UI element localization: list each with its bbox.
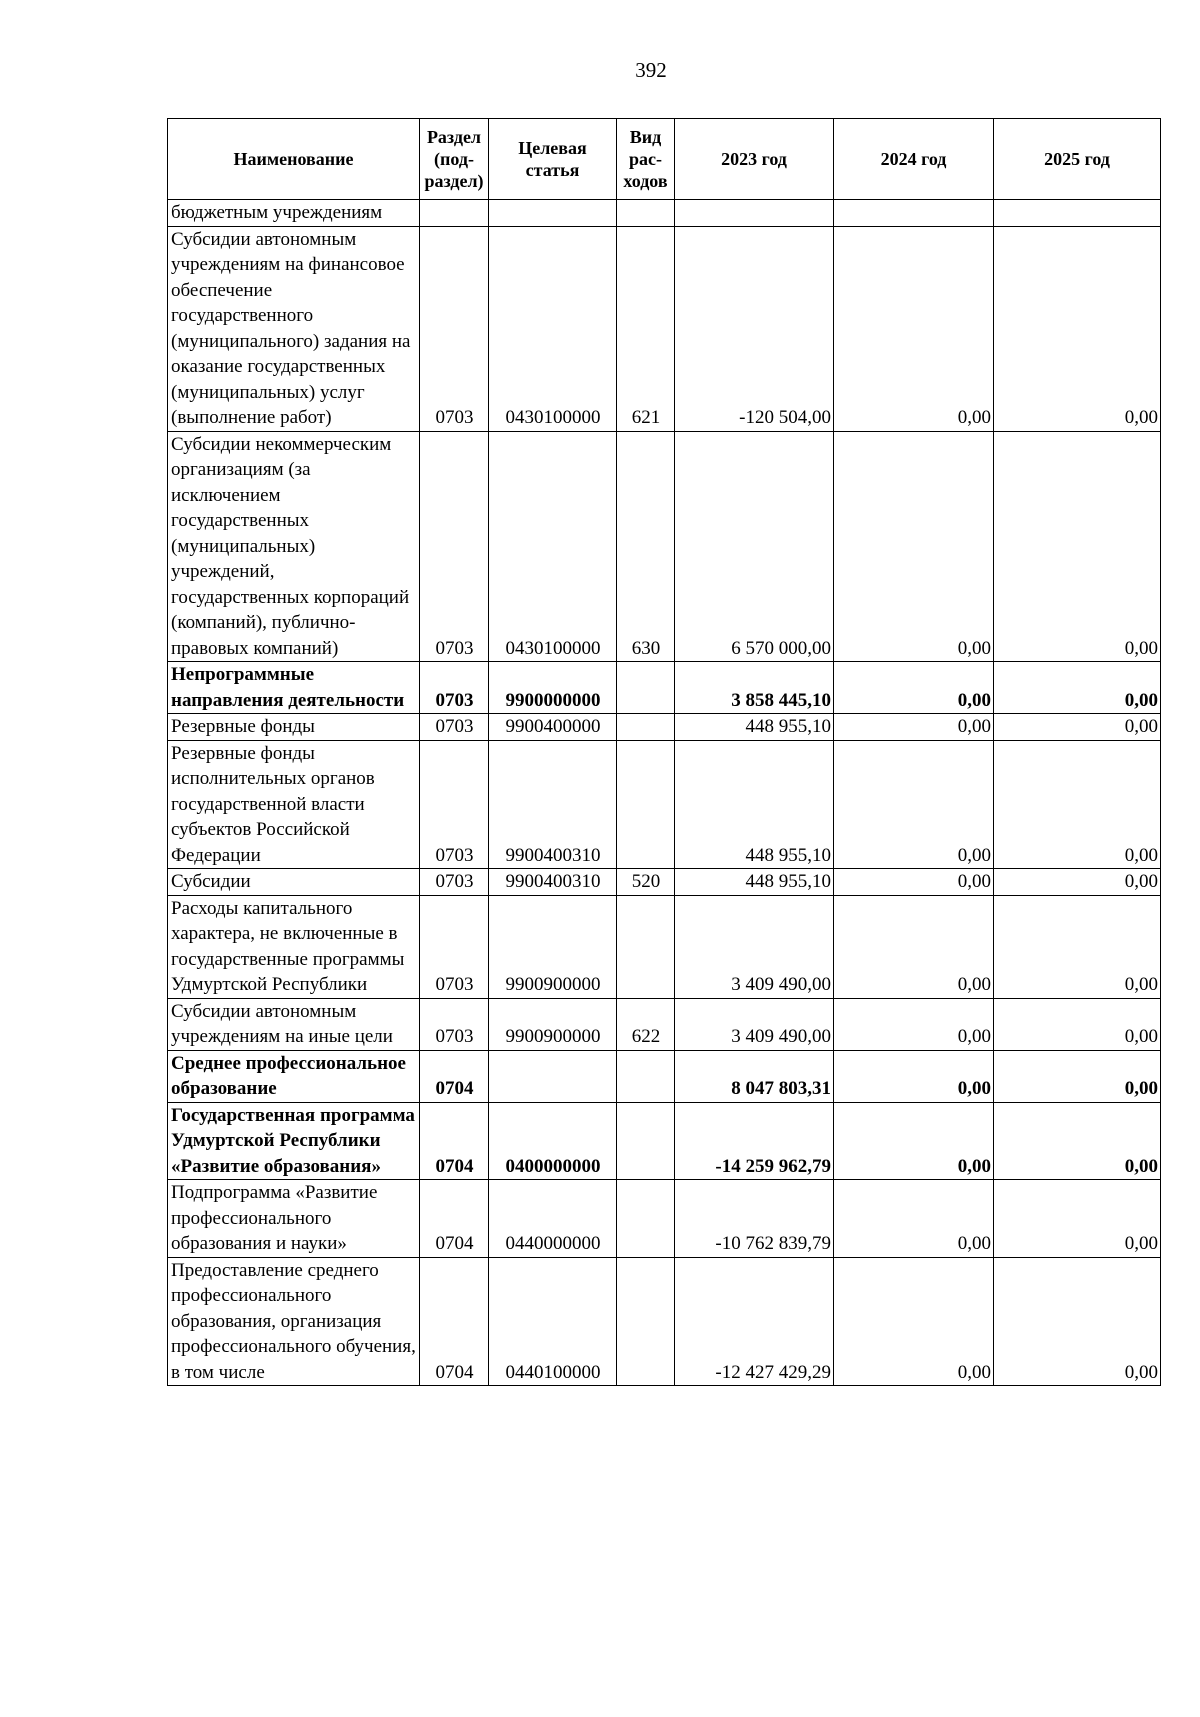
cell-section: [420, 200, 489, 227]
header-2023: 2023 год: [675, 119, 834, 200]
cell-section: 0704: [420, 1180, 489, 1258]
header-section: Раздел (под-раздел): [420, 119, 489, 200]
cell-2025: 0,00: [994, 1102, 1161, 1180]
cell-2025: 0,00: [994, 1050, 1161, 1102]
table-row: [168, 895, 1161, 998]
cell-2023: 3 409 490,00: [675, 998, 834, 1050]
cell-target: 0400000000: [489, 1102, 617, 1180]
cell-2023: 448 955,10: [675, 869, 834, 896]
cell-name: Расходы капитального характера, не включенные в государственные программы Удмуртской Республики: [168, 895, 420, 998]
table-row: [168, 226, 1161, 431]
cell-2025: 0,00: [994, 662, 1161, 714]
cell-name: Подпрограмма «Развитие профессионального образования и науки»: [168, 1180, 420, 1258]
table-row: [168, 431, 1161, 662]
table-row: [168, 1050, 1161, 1102]
table-row: [168, 1102, 1161, 1180]
table-row: [168, 869, 1161, 896]
table-row: [168, 200, 1161, 227]
cell-section: 0704: [420, 1257, 489, 1386]
cell-2023: 3 858 445,10: [675, 662, 834, 714]
table-row: [168, 1257, 1161, 1386]
cell-section: 0703: [420, 714, 489, 741]
table-body: [168, 200, 1161, 1386]
cell-2025: [994, 200, 1161, 227]
cell-2024: 0,00: [834, 226, 994, 431]
cell-section: 0704: [420, 1050, 489, 1102]
cell-2024: 0,00: [834, 1257, 994, 1386]
cell-section: 0703: [420, 895, 489, 998]
cell-2023: 6 570 000,00: [675, 431, 834, 662]
cell-2024: 0,00: [834, 998, 994, 1050]
cell-section: 0703: [420, 869, 489, 896]
cell-name: Субсидии автономным учреждениям на иные цели: [168, 998, 420, 1050]
cell-target: 9900900000: [489, 998, 617, 1050]
cell-2023: -10 762 839,79: [675, 1180, 834, 1258]
cell-name: Государственная программа Удмуртской Республики «Развитие образования»: [168, 1102, 420, 1180]
cell-2025: 0,00: [994, 740, 1161, 869]
cell-2024: 0,00: [834, 1102, 994, 1180]
cell-target: 9900400310: [489, 740, 617, 869]
cell-type: [617, 1050, 675, 1102]
cell-2023: [675, 200, 834, 227]
cell-name: Среднее профессиональное образование: [168, 1050, 420, 1102]
table-row: [168, 1180, 1161, 1258]
page-number: 392: [635, 58, 667, 82]
cell-2025: 0,00: [994, 226, 1161, 431]
cell-type: [617, 1102, 675, 1180]
cell-type: [617, 200, 675, 227]
cell-2023: -12 427 429,29: [675, 1257, 834, 1386]
cell-target: 9900400310: [489, 869, 617, 896]
cell-target: 0430100000: [489, 431, 617, 662]
cell-target: 9900900000: [489, 895, 617, 998]
cell-target: [489, 1050, 617, 1102]
cell-section: 0703: [420, 740, 489, 869]
cell-section: 0703: [420, 226, 489, 431]
cell-name: Резервные фонды исполнительных органов государственной власти субъектов Российской Федерации: [168, 740, 420, 869]
header-2025: 2025 год: [994, 119, 1161, 200]
cell-2024: 0,00: [834, 714, 994, 741]
cell-type: [617, 1257, 675, 1386]
cell-2025: 0,00: [994, 869, 1161, 896]
cell-section: 0703: [420, 662, 489, 714]
cell-name: Субсидии некоммерческим организациям (за исключением государственных (муниципальных) учреждений, государственных корпораций (компаний), публично-правовых компаний): [168, 431, 420, 662]
cell-type: [617, 662, 675, 714]
cell-name: Резервные фонды: [168, 714, 420, 741]
table-row: [168, 998, 1161, 1050]
cell-2023: 448 955,10: [675, 714, 834, 741]
cell-type: [617, 740, 675, 869]
cell-target: 9900400000: [489, 714, 617, 741]
cell-2024: [834, 200, 994, 227]
cell-target: 0440100000: [489, 1257, 617, 1386]
table-header-row: [168, 119, 1161, 200]
cell-2025: 0,00: [994, 714, 1161, 741]
cell-type: 630: [617, 431, 675, 662]
table-row: [168, 740, 1161, 869]
cell-type: 520: [617, 869, 675, 896]
cell-2024: 0,00: [834, 1050, 994, 1102]
header-type: Вид рас-ходов: [617, 119, 675, 200]
cell-2023: 3 409 490,00: [675, 895, 834, 998]
budget-table: [167, 118, 1161, 1386]
cell-name: бюджетным учреждениям: [168, 200, 420, 227]
header-target: Целевая статья: [489, 119, 617, 200]
cell-section: 0703: [420, 998, 489, 1050]
cell-target: [489, 200, 617, 227]
cell-section: 0703: [420, 431, 489, 662]
cell-2023: -14 259 962,79: [675, 1102, 834, 1180]
cell-type: 621: [617, 226, 675, 431]
cell-name: Непрограммные направления деятельности: [168, 662, 420, 714]
header-2024: 2024 год: [834, 119, 994, 200]
cell-2025: 0,00: [994, 998, 1161, 1050]
cell-name: Предоставление среднего профессионального образования, организация профессионального обучения, в том числе: [168, 1257, 420, 1386]
cell-2025: 0,00: [994, 1257, 1161, 1386]
cell-name: Субсидии: [168, 869, 420, 896]
cell-2025: 0,00: [994, 895, 1161, 998]
cell-2024: 0,00: [834, 869, 994, 896]
cell-2024: 0,00: [834, 1180, 994, 1258]
cell-type: 622: [617, 998, 675, 1050]
cell-type: [617, 895, 675, 998]
cell-2025: 0,00: [994, 1180, 1161, 1258]
cell-2024: 0,00: [834, 662, 994, 714]
cell-type: [617, 1180, 675, 1258]
cell-2024: 0,00: [834, 431, 994, 662]
cell-2023: 448 955,10: [675, 740, 834, 869]
cell-target: 9900000000: [489, 662, 617, 714]
cell-2024: 0,00: [834, 895, 994, 998]
cell-target: 0440000000: [489, 1180, 617, 1258]
cell-2023: 8 047 803,31: [675, 1050, 834, 1102]
cell-section: 0704: [420, 1102, 489, 1180]
table-row: [168, 662, 1161, 714]
table-row: [168, 714, 1161, 741]
cell-2023: -120 504,00: [675, 226, 834, 431]
cell-name: Субсидии автономным учреждениям на финансовое обеспечение государственного (муниципального) задания на оказание государственных (муниципальных) услуг (выполнение работ): [168, 226, 420, 431]
cell-2025: 0,00: [994, 431, 1161, 662]
cell-type: [617, 714, 675, 741]
cell-2024: 0,00: [834, 740, 994, 869]
header-name: Наименование: [168, 119, 420, 200]
cell-target: 0430100000: [489, 226, 617, 431]
